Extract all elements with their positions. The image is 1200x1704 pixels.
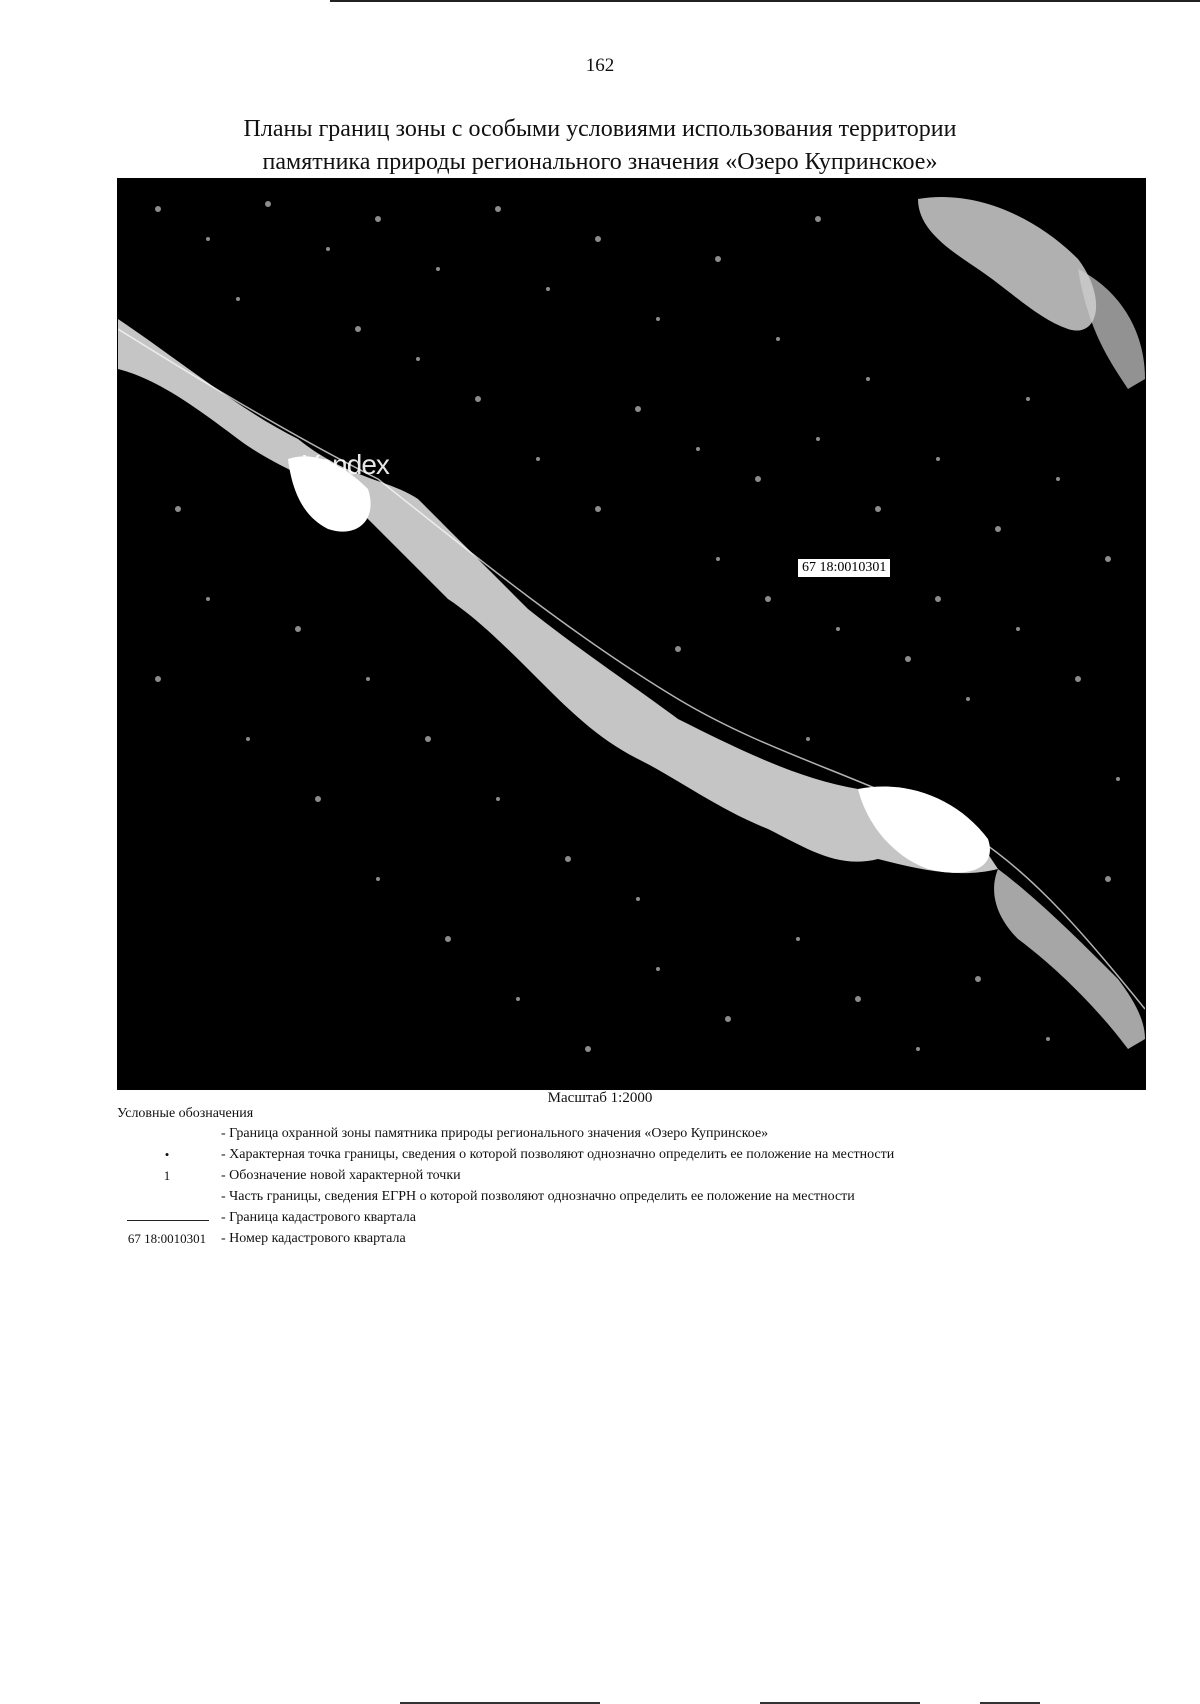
legend-text: - Граница охранной зоны памятника природы регионального значения «Озеро Купринское» — [221, 1126, 769, 1141]
legend-symbol: 1 — [163, 1168, 171, 1183]
page-number: 162 — [585, 55, 615, 76]
title-line-1: Планы границ зоны с особыми условиями использования территории — [243, 116, 957, 142]
map-imagery — [118, 179, 1145, 1089]
map-scale: Масштаб 1:2000 — [547, 1090, 653, 1106]
legend-item — [117, 1231, 1097, 1251]
cadastral-quarter-label: 67 18:0010301 — [796, 557, 892, 579]
legend-text: - Граница кадастрового квартала — [221, 1210, 416, 1225]
page-title — [0, 113, 1200, 179]
legend-text: - Часть границы, сведения ЕГРН о которой позволяют однозначно определить ее положение на местности — [221, 1189, 855, 1204]
legend-symbol: 67 18:0010301 — [127, 1231, 207, 1246]
legend-text: - Обозначение новой характерной точки — [221, 1168, 461, 1183]
legend-item — [117, 1126, 1097, 1146]
legend-item — [117, 1210, 1097, 1230]
legend-text: - Характерная точка границы, сведения о которой позволяют однозначно определить ее положение на местности — [221, 1147, 895, 1162]
legend-item — [117, 1168, 1097, 1188]
title-line-2: памятника природы регионального значения «Озеро Купринское» — [262, 149, 938, 175]
legend-item — [117, 1147, 1097, 1167]
satellite-map — [117, 178, 1146, 1090]
legend-symbol: • — [164, 1147, 170, 1162]
yandex-watermark: Yandex — [302, 449, 389, 480]
legend-title: Условные обозначения — [117, 1106, 254, 1121]
top-edge-line — [330, 0, 1200, 2]
legend-text: - Номер кадастрового квартала — [221, 1231, 406, 1246]
legend-item — [117, 1189, 1097, 1209]
